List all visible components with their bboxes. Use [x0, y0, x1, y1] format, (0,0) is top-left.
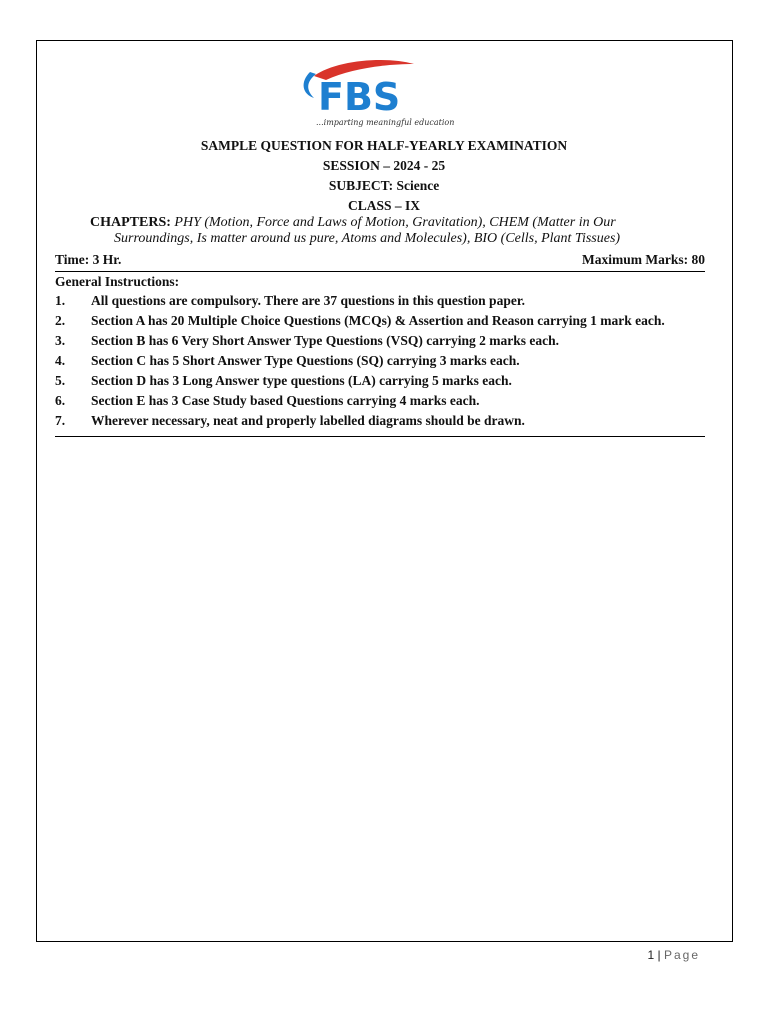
- max-marks: Maximum Marks: 80: [582, 252, 705, 267]
- instruction-item: 4. Section C has 5 Short Answer Type Questions (SQ) carrying 3 marks each.: [55, 353, 520, 368]
- instruction-item: 2. Section A has 20 Multiple Choice Questions (MCQs) & Assertion and Reason carrying 1 mark each.: [55, 313, 665, 328]
- fbs-logo-icon: [296, 58, 466, 118]
- page-border: [36, 40, 733, 942]
- chapters-line2: Surroundings, Is matter around us pure, Atoms and Molecules), BIO (Cells, Plant Tissues): [114, 231, 621, 246]
- session: SESSION – 2024 - 25: [322, 158, 446, 173]
- page-number: 1: [647, 948, 655, 962]
- instruction-item: 6. Section E has 3 Case Study based Questions carrying 4 marks each.: [55, 393, 480, 408]
- logo-text: FBS: [318, 75, 401, 118]
- chapters: [60, 215, 705, 247]
- exam-title: SAMPLE QUESTION FOR HALF-YEARLY EXAMINATION: [200, 138, 568, 153]
- instruction-item: 3. Section B has 6 Very Short Answer Type Questions (VSQ) carrying 2 marks each.: [55, 333, 560, 348]
- subject: SUBJECT: Science: [328, 178, 440, 193]
- instruction-list: [55, 293, 705, 437]
- class: CLASS – IX: [347, 198, 421, 213]
- meta-row: [55, 252, 705, 272]
- instruction-item: 7. Wherever necessary, neat and properly labelled diagrams should be drawn.: [55, 413, 525, 428]
- page-separator: |: [654, 948, 664, 962]
- chapters-label: CHAPTERS:: [90, 215, 171, 230]
- instruction-item: 1. All questions are compulsory. There are 37 questions in this question paper.: [55, 293, 525, 308]
- page-footer: [647, 948, 700, 962]
- chapters-line1: PHY (Motion, Force and Laws of Motion, Gravitation), CHEM (Matter in Our: [170, 215, 616, 230]
- page-label: Page: [663, 948, 700, 962]
- exam-time: Time: 3 Hr.: [55, 252, 122, 267]
- logo-tagline: ...imparting meaningful education: [316, 118, 455, 127]
- instruction-item: 5. Section D has 3 Long Answer type questions (LA) carrying 5 marks each.: [55, 373, 512, 388]
- general-instructions-title: General Instructions:: [55, 274, 180, 289]
